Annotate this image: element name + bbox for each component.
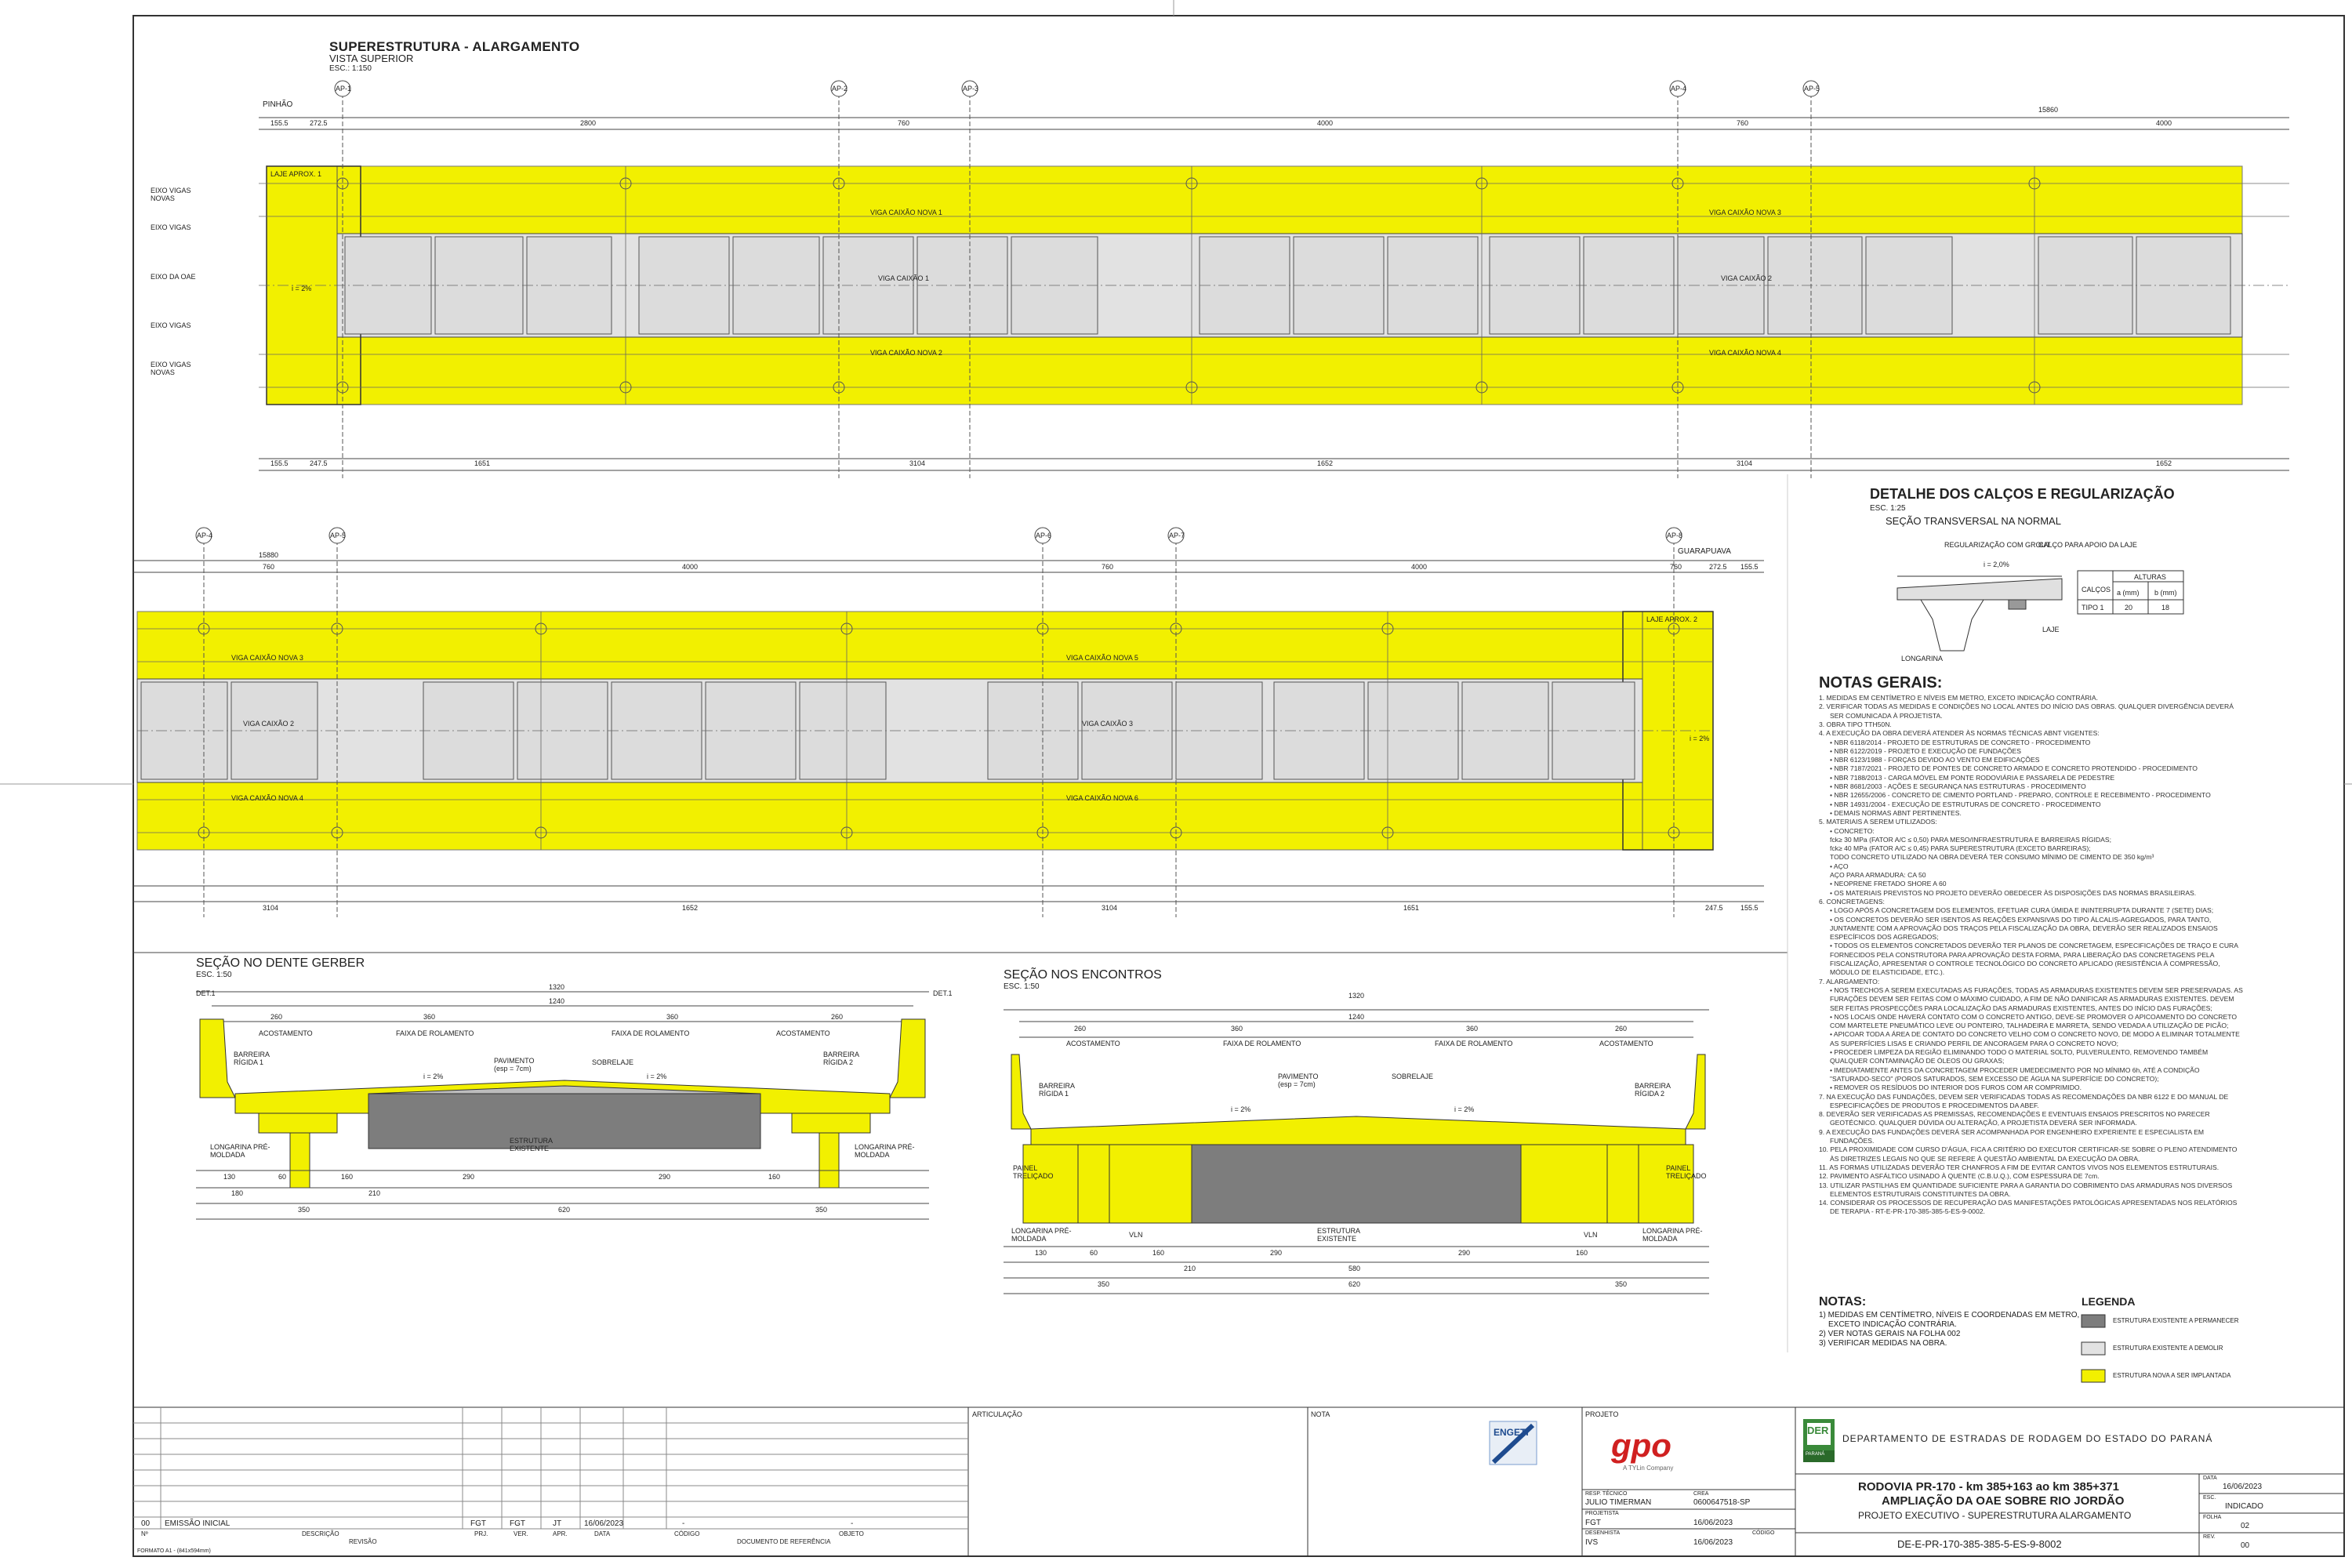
general-note-line: • NBR 8681/2003 - AÇÕES E SEGURANÇA NAS ESTRUTURAS - PROCEDIMENTO [1830, 782, 2086, 790]
dim: 1652 [682, 904, 699, 912]
general-note-line: • NBR 7187/2021 - PROJETO DE PONTES DE CONCRETO ARMADO E CONCRETO PROTENDIDO - PROCEDIMENTO [1830, 764, 2198, 773]
general-note-line: ÀS DIRETRIZES LEGAIS NO QUE SE REFERE À QUESTÃO AMBIENTAL DA EXECUÇÃO DA OBRA. [1830, 1154, 2140, 1163]
dim: 360 [423, 1013, 436, 1021]
general-note-line: 7. NA EXECUÇÃO DAS FUNDAÇÕES, DEVEM SER VERIFICADAS TODAS AS RECOMENDAÇÕES DA NBR 6122 E DO MANUAL DE [1819, 1092, 2229, 1101]
gpo-logo: gpo [1611, 1427, 1671, 1464]
dim: 160 [1152, 1249, 1165, 1257]
general-note-line: • TODOS OS ELEMENTOS CONCRETADOS DEVERÃO TER PLANOS DE CONCRETAGEM, ESPECIFICAÇÕES DE TRAÇO E CURA [1830, 942, 2238, 950]
general-note-line: • NOS LOCAIS ONDE HAVERÁ CONTATO COM O CONCRETO ANTIGO, DEVE-SE PROMOVER O APICOAMENTO DO CONCRETO [1830, 1012, 2238, 1021]
dim: 1652 [2156, 459, 2172, 467]
detail-label: REGULARIZAÇÃO COM GROUT [1944, 541, 2051, 549]
beam-label: VIGA CAIXÃO NOVA 6 [1066, 794, 1138, 802]
rev-header: DATA [594, 1530, 611, 1537]
axis-label: EIXO VIGAS NOVAS [151, 187, 191, 203]
general-note-line: • NBR 14931/2004 - EXECUÇÃO DE ESTRUTURAS DE CONCRETO - PROCEDIMENTO [1830, 800, 2101, 808]
general-note-line: DE TERAPIA - RT-E-PR-170-385-385-5-ES-9-0002. [1830, 1207, 1985, 1216]
legend-title: LEGENDA [2082, 1295, 2136, 1308]
dim: 60 [1090, 1249, 1098, 1257]
general-note-line: 7. ALARGAMENTO: [1819, 977, 1880, 985]
desenhista-value: IVS [1585, 1538, 1599, 1547]
support-label: AP-4 [1671, 85, 1687, 93]
dim: 260 [270, 1013, 283, 1021]
general-note-line: 11. AS FORMAS UTILIZADAS DEVERÃO TER CHANFROS A FIM DE EVITAR CANTOS VIVOS NOS ELEMENTOS ESTRUTURAIS. [1819, 1163, 2220, 1171]
dept-name: DEPARTAMENTO DE ESTRADAS DE RODAGEM DO ESTADO DO PARANÁ [1842, 1433, 2213, 1444]
rev-header: APR. [553, 1530, 568, 1537]
general-note-line: • IMEDIATAMENTE ANTES DA CONCRETAGEM PROCEDER UMEDECIMENTO POR NO MÍNIMO 6h, ATÉ A CONDIÇÃO [1830, 1065, 2200, 1074]
general-note-line: FORNECIDOS PELA CONSTRUTORA PARA APROVAÇÃO DESTA FORMA, PARA LIBERAÇÃO DAS CONCRETAGENS PELA [1830, 950, 2215, 959]
rev-cell: - [682, 1519, 685, 1528]
legend-swatches [2082, 1315, 2105, 1382]
section-gerber-drawing [196, 992, 929, 1219]
folha-value: 02 [2241, 1522, 2250, 1530]
general-note-line: TODO CONCRETO UTILIZADO NA OBRA DEVERÁ TER CONSUMO MÍNIMO DE CIMENTO DE 350 kg/m³ [1830, 853, 2154, 862]
note-item: 2) VER NOTAS GERAIS NA FOLHA 002 [1819, 1330, 1961, 1338]
beam-label: VIGA CAIXÃO NOVA 3 [231, 654, 303, 662]
beam-label: VIGA CAIXÃO NOVA 4 [231, 794, 303, 802]
dim: 360 [666, 1013, 679, 1021]
phase-title: PROJETO EXECUTIVO - SUPERESTRUTURA ALARGAMENTO [1858, 1510, 2132, 1521]
dim: 1240 [1348, 1013, 1365, 1021]
section-label: FAIXA DE ROLAMENTO [1223, 1040, 1301, 1047]
dim: 160 [341, 1173, 354, 1181]
section-label: SOBRELAJE [1392, 1073, 1434, 1080]
general-note-line: AS SUPERFÍCIES LISAS E CRIANDO PERFIL DE ANCORAGEM PARA O CONCRETO NOVO; [1830, 1039, 2119, 1047]
table-header: b (mm) [2154, 589, 2177, 597]
data-label: DATA [2203, 1475, 2217, 1481]
general-note-line: ESPECIFICAÇÕES DE PRODUTOS E PROCEDIMENTOS DA ABEF. [1830, 1101, 2039, 1109]
rev-header: DESCRIÇÃO [302, 1530, 339, 1537]
rev-cell: 00 [141, 1519, 151, 1528]
rev-cell: EMISSÃO INICIAL [165, 1519, 230, 1528]
der-logo-text: DER [1807, 1425, 1829, 1436]
dim: 4000 [1317, 119, 1334, 127]
general-note-line: • NBR 12655/2006 - CONCRETO DE CIMENTO PORTLAND - PREPARO, CONTROLE E RECEBIMENTO - PROCEDIMENTO [1830, 791, 2211, 800]
plan-subtitle: VISTA SUPERIOR [329, 53, 414, 64]
dim: 4000 [2156, 119, 2172, 127]
support-label: AP-3 [963, 85, 979, 93]
dim: 360 [1231, 1025, 1243, 1033]
detail-label: LAJE [2042, 626, 2060, 633]
dim: 160 [1576, 1249, 1588, 1257]
general-note-line: fck≥ 40 MPa (FATOR A/C ≤ 0,45) PARA SUPERESTRUTURA (EXCETO BARREIRAS); [1830, 844, 2091, 853]
encontros-title: SEÇÃO NOS ENCONTROS [1004, 968, 1162, 982]
desenhista-label: DESENHISTA [1585, 1530, 1621, 1536]
section-label: LONGARINA PRÉ-MOLDADA [1642, 1227, 1703, 1243]
table-cell: 18 [2161, 604, 2170, 612]
laje-label: LAJE APROX. 2 [1646, 615, 1698, 623]
detail-label: CALÇO PARA APOIO DA LAJE [2038, 541, 2137, 549]
dim: 155.5 [270, 459, 289, 467]
rev-header: OBJETO [839, 1530, 864, 1537]
section-label: BARREIRA RÍGIDA 2 [823, 1051, 859, 1067]
general-note-line: • NBR 6118/2014 - PROJETO DE ESTRUTURAS DE CONCRETO - PROCEDIMENTO [1830, 738, 2091, 746]
general-note-line: 1. MEDIDAS EM CENTÍMETRO E NÍVEIS EM METRO, EXCETO INDICAÇÃO CONTRÁRIA. [1819, 694, 2099, 702]
general-note-line: 2. VERIFICAR TODAS AS MEDIDAS E CONDIÇÕES NO LOCAL ANTES DO INÍCIO DAS OBRAS. QUALQUER DIVERGÊNCIA DEVERÁ [1819, 702, 2234, 711]
note-item: 1) MEDIDAS EM CENTÍMETRO, NÍVEIS E COORDENADAS EM METRO, [1819, 1311, 2080, 1319]
new-deck-band-lower-2 [137, 782, 1642, 850]
new-deck-band-lower [267, 337, 2242, 405]
general-note-line: • APICOAR TODA A ÁREA DE CONTATO DO CONCRETO VELHO COM O CONCRETO NOVO, DE MODO A ELIMINAR TOTALMENTE [1830, 1030, 2240, 1039]
resp-value: JULIO TIMERMAN [1585, 1498, 1652, 1507]
table-cell: 20 [2125, 604, 2133, 612]
gerber-title: SEÇÃO NO DENTE GERBER [196, 956, 365, 970]
resp-label: RESP. TÉCNICO [1585, 1491, 1628, 1497]
formato-label: FORMATO A1 - (841x594mm) [137, 1548, 211, 1554]
dim: 2800 [580, 119, 597, 127]
articulacao-label: ARTICULAÇÃO [972, 1410, 1022, 1418]
general-note-line: • NBR 7188/2013 - CARGA MÓVEL EM PONTE RODOVIÁRIA E PASSARELA DE PEDESTRE [1830, 773, 2115, 782]
legend-item: ESTRUTURA EXISTENTE A PERMANECER [2113, 1317, 2239, 1324]
general-note-line: • NBR 6122/2019 - PROJETO E EXECUÇÃO DE FUNDAÇÕES [1830, 746, 2022, 755]
support-label: AP-2 [832, 85, 848, 93]
new-deck-band-upper [267, 166, 2242, 234]
plan-title: SUPERESTRUTURA - ALARGAMENTO [329, 39, 580, 54]
dim: 260 [831, 1013, 844, 1021]
beam-label: VIGA CAIXÃO 2 [243, 720, 295, 728]
general-note-line: FISCALIZAÇÃO, APRESENTAR O CONTROLE TECNOLÓGICO DO CONCRETO APLICADO (RESISTÊNCIA À COMPRESSÃO, [1830, 960, 2220, 967]
dim: 155.5 [270, 119, 289, 127]
axis-label: EIXO VIGAS [151, 223, 191, 231]
section-label: FAIXA DE ROLAMENTO [1435, 1040, 1513, 1047]
dim: 1320 [1348, 992, 1365, 1000]
projeto-label: PROJETO [1585, 1410, 1619, 1418]
general-note-line: • LOGO APÓS A CONCRETAGEM DOS ELEMENTOS, EFETUAR CURA ÚMIDA E ININTERRUPTA DURANTE 7 (SETE) DIAS; [1830, 906, 2214, 915]
general-note-line: • NOS TRECHOS A SEREM EXECUTADAS AS FURAÇÕES, TODAS AS ARMADURAS EXISTENTES DEVEM SER PRESERVADAS. AS [1830, 985, 2243, 994]
dim: 580 [1348, 1265, 1361, 1272]
dim: 210 [368, 1189, 381, 1197]
general-note-line: 14. CONSIDERAR OS PROCESSOS DE RECUPERAÇÃO DAS MANIFESTAÇÕES PATOLÓGICAS APRESENTADAS NOS RELATÓRIOS [1819, 1199, 2238, 1207]
dim: 180 [231, 1189, 244, 1197]
general-note-line: ESPECÍFICOS DOS AGREGADOS; [1830, 933, 1939, 942]
general-notes-title: NOTAS GERAIS: [1819, 674, 1943, 691]
dim: 290 [659, 1173, 671, 1181]
section-label: FAIXA DE ROLAMENTO [396, 1029, 474, 1037]
crea-label: CREA [1693, 1491, 1709, 1497]
dim: 3104 [263, 904, 279, 912]
dim-total: 15880 [259, 551, 279, 559]
legend-item: ESTRUTURA EXISTENTE A DEMOLIR [2113, 1345, 2223, 1352]
section-label: PAINEL TRELIÇADO [1013, 1164, 1054, 1181]
dim: 1320 [549, 983, 565, 991]
dim: 210 [1184, 1265, 1196, 1272]
general-note-line: ELEMENTOS ESTRUTURAIS CONSTITUINTES DA OBRA. [1830, 1189, 2011, 1198]
laje-label: LAJE APROX. 1 [270, 170, 322, 178]
dim: 4000 [1411, 563, 1428, 571]
dim: 760 [1102, 563, 1114, 571]
general-note-line: • AÇO [1830, 862, 1849, 870]
dim: 350 [1098, 1280, 1110, 1288]
rev-header: CÓDIGO [674, 1530, 700, 1537]
support-label: AP-1 [336, 85, 352, 93]
pinhao-label: PINHÃO [263, 100, 293, 109]
section-label: PAVIMENTO (esp = 7cm) [1278, 1073, 1319, 1089]
dim: 247.5 [1705, 904, 1723, 912]
plan-bottom [133, 528, 1764, 917]
support-label: AP-5 [1804, 85, 1820, 93]
slope-label: i = 2% [1690, 735, 1710, 742]
beam-label: VIGA CAIXÃO NOVA 4 [1709, 349, 1781, 357]
beam-label: VIGA CAIXÃO NOVA 2 [870, 349, 942, 357]
general-note-line: FURAÇÕES DEVEM SER FEITAS COM O MÁXIMO CUIDADO, A FIM DE NÃO DANIFICAR AS ARMADURAS EXISTENTES. DEVEM [1830, 995, 2234, 1004]
rev-cell: FGT [510, 1519, 525, 1528]
section-label: PAVIMENTO (esp = 7cm) [494, 1057, 535, 1073]
dim: 290 [1270, 1249, 1283, 1257]
projetista-value: FGT [1585, 1519, 1601, 1527]
dim: 360 [1466, 1025, 1479, 1033]
general-note-line: AÇO PARA ARMADURA: CA 50 [1830, 871, 1926, 879]
section-label: SOBRELAJE [592, 1058, 634, 1066]
beam-label: VIGA CAIXÃO NOVA 5 [1066, 654, 1138, 662]
dim: 1651 [1403, 904, 1420, 912]
dim: 130 [223, 1173, 236, 1181]
detail-title: DETALHE DOS CALÇOS E REGULARIZAÇÃO [1870, 486, 2175, 502]
rev-cell: JT [553, 1519, 562, 1528]
axis-label: EIXO VIGAS [151, 321, 191, 329]
support-label: AP-5 [330, 532, 347, 539]
dim: 4000 [682, 563, 699, 571]
general-note-line: SER COMUNICADA À PROJETISTA. [1830, 711, 1943, 720]
general-note-line: COM MARTELETE PNEUMÁTICO LEVE OU PONTEIRO, TALHADEIRA E MARRETA, SENDO VEDADA A UTILIZAÇÃO DE PICÃO; [1830, 1022, 2229, 1030]
dim: 620 [558, 1206, 571, 1214]
dim: 3104 [1737, 459, 1753, 467]
general-note-line: 12. PAVIMENTO ASFÁLTICO USINADO À QUENTE (C.B.U.Q.), COM ESPESSURA DE 7cm. [1819, 1172, 2100, 1181]
encontros-scale: ESC. 1:50 [1004, 982, 1040, 991]
section-label: BARREIRA RÍGIDA 1 [234, 1051, 270, 1067]
dim: 247.5 [310, 459, 328, 467]
general-note-line: "SATURADO-SECO" (POROS SATURADOS, SEM EXCESSO DE ÁGUA NA SUPERFÍCIE DO CONCRETO); [1830, 1074, 2159, 1083]
section-label: DET.1 [196, 989, 216, 997]
general-note-line: SER FEITAS PROSPECÇÕES PARA LOCALIZAÇÃO DAS ARMADURAS EXISTENTES, ANTES DO INÍCIO DAS FURAÇÕES; [1830, 1004, 2212, 1012]
notes-title: NOTAS: [1819, 1295, 1867, 1308]
detail-label: LONGARINA [1901, 655, 1944, 662]
rev-header: VER. [514, 1530, 528, 1537]
general-note-line: 8. DEVERÃO SER VERIFICADAS AS PREMISSAS, RECOMENDAÇÕES E EVENTUAIS ENSAIOS PRESCRITOS NO PARECER [1819, 1110, 2210, 1119]
section-label: PAINEL TRELIÇADO [1666, 1164, 1707, 1181]
section-label: ACOSTAMENTO [1066, 1040, 1120, 1047]
section-label: i = 2% [423, 1073, 444, 1080]
general-note-line: FUNDAÇÕES. [1830, 1137, 1875, 1145]
general-note-line: • DEMAIS NORMAS ABNT PERTINENTES. [1830, 808, 1962, 817]
section-label: ACOSTAMENTO [259, 1029, 313, 1037]
support-label: AP-4 [197, 532, 213, 539]
detail-section-title: SEÇÃO TRANSVERSAL NA NORMAL [1886, 515, 2061, 527]
general-note-line: GEOTÉCNICO. QUALQUER DÚVIDA OU ALTERAÇÃO, A PROJETISTA DEVERÁ SER INFORMADA. [1830, 1119, 2137, 1127]
beam-label: VIGA CAIXÃO NOVA 3 [1709, 209, 1781, 216]
dim: 350 [1615, 1280, 1628, 1288]
new-deck-band-upper-2 [137, 612, 1642, 679]
rev-header: Nº [141, 1530, 148, 1537]
plan-scale: ESC.: 1:150 [329, 64, 372, 73]
codigo-label: CÓDIGO [1752, 1530, 1775, 1536]
doc-ref-label: DOCUMENTO DE REFERÊNCIA [737, 1538, 831, 1545]
general-note-line: • REMOVER OS RESÍDUOS DO INTERIOR DOS FUROS COM AR COMPRIMIDO. [1830, 1083, 2082, 1092]
beam-label: VIGA CAIXÃO NOVA 1 [870, 209, 942, 216]
general-note-line: 10. PELA PROXIMIDADE COM CURSO D'ÁGUA, FICA A CRITÉRIO DO EXECUTOR CERTIFICAR-SE SOBRE O PLENO ATENDIMENTO [1819, 1145, 2238, 1154]
dim: 1651 [474, 459, 491, 467]
general-note-line: • NBR 6123/1988 - FORÇAS DEVIDO AO VENTO EM EDIFICAÇÕES [1830, 756, 2040, 764]
guarapuava-label: GUARAPUAVA [1678, 547, 1731, 556]
gerber-scale: ESC. 1:50 [196, 971, 232, 979]
plan-top [259, 81, 2289, 478]
dim: 760 [898, 119, 910, 127]
detail-scale: ESC. 1:25 [1870, 504, 1906, 513]
crea-value: 0600647518-SP [1693, 1498, 1751, 1507]
general-note-line: 13. UTILIZAR PASTILHAS EM QUANTIDADE SUFICIENTE PARA A GARANTIA DO COBRIMENTO DAS ARMADURAS NOS DIVERSOS [1819, 1181, 2233, 1189]
section-label: BARREIRA RÍGIDA 1 [1039, 1082, 1075, 1098]
dim: 1240 [549, 997, 565, 1005]
support-label: AP-7 [1169, 532, 1185, 539]
nota-label: NOTA [1311, 1410, 1330, 1418]
note-item: 3) VERIFICAR MEDIDAS NA OBRA. [1819, 1339, 1947, 1348]
section-label: i = 2% [1454, 1105, 1475, 1113]
drawing-code: DE-E-PR-170-385-385-5-ES-9-8002 [1897, 1538, 2062, 1550]
general-note-line: 3. OBRA TIPO TTH50N. [1819, 720, 1892, 728]
axis-label: EIXO DA OAE [151, 273, 196, 281]
dim: 130 [1035, 1249, 1047, 1257]
section-label: LONGARINA PRÉ-MOLDADA [210, 1143, 270, 1160]
dim: 760 [263, 563, 275, 571]
dim: 60 [278, 1173, 287, 1181]
section-encontros-drawing [1004, 1010, 1709, 1294]
table-cell: TIPO 1 [2082, 604, 2104, 612]
dim: 290 [463, 1173, 475, 1181]
dim: 272.5 [1709, 563, 1727, 571]
section-label: ESTRUTURA EXISTENTE [510, 1137, 553, 1153]
general-note-line: • PROCEDER LIMPEZA DA REGIÃO ELIMINANDO TODO O MATERIAL SOLTO, PULVERULENTO, REMOVENDO TAMBÉM [1830, 1048, 2209, 1056]
dim: 155.5 [1740, 904, 1759, 912]
general-note-line: • OS MATERIAIS PREVISTOS NO PROJETO DEVERÃO OBEDECER ÀS DISPOSIÇÕES DAS NORMAS BRASILEIRAS. [1830, 888, 2197, 897]
dim: 3104 [909, 459, 926, 467]
dim: 3104 [1102, 904, 1118, 912]
general-note-line: JUNTAMENTE COM A APROVAÇÃO DOS TRAÇOS PELA FISCALIZAÇÃO DA OBRA, DEVERÃO SER REALIZADOS ENSAIOS [1830, 924, 2218, 932]
general-note-line: MÓDULO DE ELASTICIDADE, ETC.). [1830, 968, 1945, 977]
dim: 760 [1737, 119, 1749, 127]
section-label: VLN [1584, 1231, 1598, 1239]
section-label: ACOSTAMENTO [776, 1029, 830, 1037]
dim: 160 [768, 1173, 781, 1181]
dim: 260 [1615, 1025, 1628, 1033]
section-label: i = 2% [647, 1073, 667, 1080]
beam-label: VIGA CAIXÃO 2 [1721, 274, 1773, 282]
table-header: ALTURAS [2134, 573, 2166, 581]
rev-cell: 16/06/2023 [584, 1519, 624, 1528]
der-state: PARANÁ [1806, 1452, 1825, 1457]
revisao-label: REVISÃO [349, 1538, 377, 1545]
general-note-line: 9. A EXECUÇÃO DAS FUNDAÇÕES DEVERÁ SER ACOMPANHADA POR ENGENHEIRO EXPERIENTE E ESPECIALISTA EM [1819, 1127, 2205, 1136]
table-header: CALÇOS [2082, 586, 2111, 593]
general-note-line: 4. A EXECUÇÃO DA OBRA DEVERÁ ATENDER ÀS NORMAS TÉCNICAS ABNT VIGENTES: [1819, 729, 2100, 738]
detail-label: i = 2,0% [1984, 561, 2009, 568]
projetista-label: PROJETISTA [1585, 1511, 1619, 1516]
road-title: RODOVIA PR-170 - km 385+163 ao km 385+371 [1858, 1480, 2119, 1494]
esc-value: INDICADO [2225, 1502, 2263, 1511]
gpo-sub: A TYLin Company [1623, 1465, 1674, 1472]
section-label: LONGARINA PRÉ-MOLDADA [1011, 1227, 1072, 1243]
axis-label: EIXO VIGAS NOVAS [151, 361, 191, 377]
dim: 155.5 [1740, 563, 1759, 571]
table-header: a (mm) [2117, 589, 2140, 597]
dim: 1652 [1317, 459, 1334, 467]
section-label: FAIXA DE ROLAMENTO [612, 1029, 690, 1037]
rev-cell: FGT [470, 1519, 486, 1528]
data-value: 16/06/2023 [2223, 1483, 2263, 1491]
dim-total: 15860 [2038, 106, 2059, 114]
slope-label: i = 2% [292, 285, 312, 292]
section-label: DET.1 [933, 989, 953, 997]
beam-label: VIGA CAIXÃO 3 [1082, 720, 1134, 728]
beam-label: VIGA CAIXÃO 1 [878, 274, 930, 282]
rev-cell: - [851, 1519, 854, 1528]
section-label: ACOSTAMENTO [1599, 1040, 1653, 1047]
rev-value: 00 [2241, 1541, 2250, 1550]
general-note-line: QUALQUER CONTAMINAÇÃO DE ÓLEOS OU GRAXAS; [1830, 1057, 2005, 1065]
dim: 290 [1458, 1249, 1471, 1257]
legend-item: ESTRUTURA NOVA A SER IMPLANTADA [2113, 1372, 2231, 1379]
dim: 760 [1670, 563, 1682, 571]
engeti-name: ENGETI [1494, 1427, 1529, 1438]
rev-header: PRJ. [474, 1530, 488, 1537]
general-note-line: 5. MATERIAIS A SEREM UTILIZADOS: [1819, 818, 1937, 826]
dim: 260 [1074, 1025, 1087, 1033]
general-note-line: • OS CONCRETOS DEVERÃO SER ISENTOS AS REAÇÕES EXPANSIVAS DO TIPO ÁLCALIS-AGREGADOS, PARA TANTO, [1830, 915, 2212, 924]
section-label: i = 2% [1231, 1105, 1251, 1113]
section-label: VLN [1129, 1231, 1143, 1239]
dim: 620 [1348, 1280, 1361, 1288]
dim: 350 [298, 1206, 310, 1214]
dim: 350 [815, 1206, 828, 1214]
rev-label: REV. [2203, 1534, 2216, 1540]
note-item: EXCETO INDICAÇÃO CONTRÁRIA. [1828, 1320, 1957, 1329]
folha-label: FOLHA [2203, 1515, 2222, 1520]
support-label: AP-8 [1667, 532, 1683, 539]
work-title: AMPLIAÇÃO DA OAE SOBRE RIO JORDÃO [1882, 1494, 2125, 1508]
desenhista-date: 16/06/2023 [1693, 1538, 1733, 1547]
section-label: ESTRUTURA EXISTENTE [1317, 1227, 1360, 1243]
section-label: LONGARINA PRÉ-MOLDADA [855, 1143, 915, 1160]
detail-drawing [1897, 571, 2183, 651]
esc-label: ESC. [2203, 1495, 2216, 1501]
dim: 272.5 [310, 119, 328, 127]
section-label: BARREIRA RÍGIDA 2 [1635, 1082, 1671, 1098]
general-note-line: 6. CONCRETAGENS: [1819, 897, 1885, 906]
general-note-line: • NEOPRENE FRETADO SHORE A 60 [1830, 880, 1947, 888]
general-note-line: • CONCRETO: [1830, 826, 1875, 835]
projetista-date: 16/06/2023 [1693, 1519, 1733, 1527]
general-note-line: fck≥ 30 MPa (FATOR A/C ≤ 0,50) PARA MESO/INFRAESTRUTURA E BARREIRAS RÍGIDAS; [1830, 835, 2111, 844]
support-label: AP-6 [1036, 532, 1052, 539]
